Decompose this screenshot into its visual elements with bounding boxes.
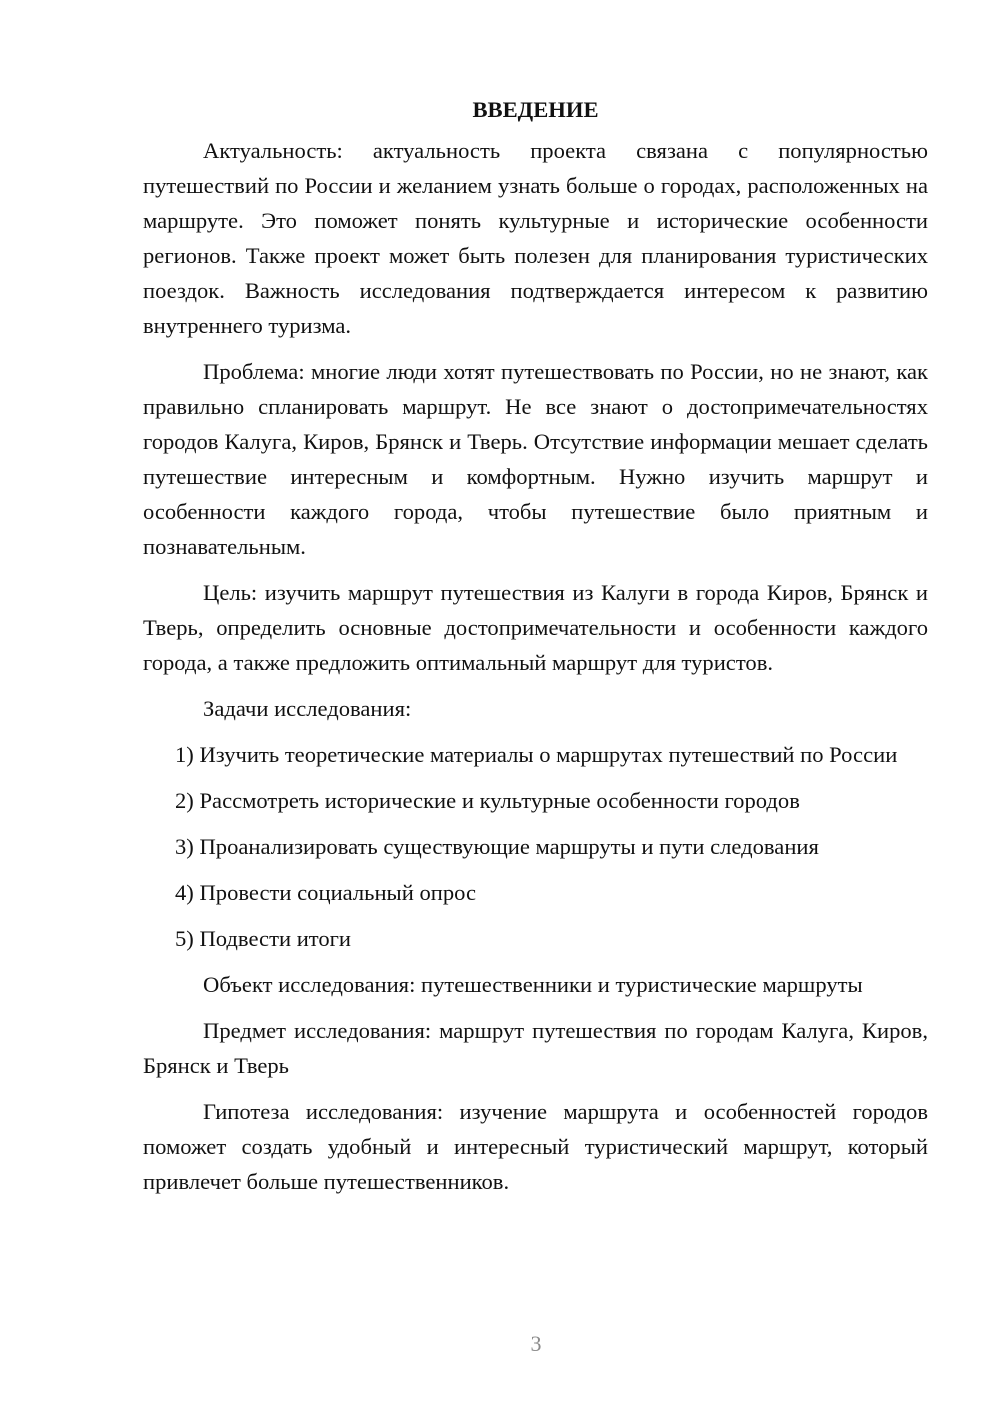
tasks-list xyxy=(143,737,928,956)
tasks-heading: Задачи исследования: xyxy=(203,696,412,721)
problem-paragraph: Проблема: многие люди хотят путешествовать по России, но не знают, как правильно спланировать маршрут. Не все знают о достопримечательностях городов Калуга, Киров, Брянск и Тверь. Отсутствие информации мешает сделать путешествие интересным и комфортным. Нужно изучить маршрут и особенности каждого города, чтобы путешествие было приятным и познавательным. xyxy=(143,359,928,559)
task-item-2: 2) Рассмотреть исторические и культурные особенности городов xyxy=(175,788,800,813)
task-item-4: 4) Провести социальный опрос xyxy=(175,880,477,905)
task-item-5: 5) Подвести итоги xyxy=(175,926,352,951)
document-body xyxy=(143,92,928,1210)
relevance-paragraph: Актуальность: актуальность проекта связана с популярностью путешествий по России и желанием узнать больше о городах, расположенных на маршруте. Это поможет понять культурные и исторические особенности регионов. Также проект может быть полезен для планирования туристических поездок. Важность исследования подтверждается интересом к развитию внутреннего туризма. xyxy=(143,138,928,338)
task-item-3: 3) Проанализировать существующие маршруты и пути следования xyxy=(175,834,819,859)
page-number: 3 xyxy=(530,1331,542,1356)
subject-paragraph: Предмет исследования: маршрут путешествия по городам Калуга, Киров, Брянск и Тверь xyxy=(143,1018,928,1078)
hypothesis-paragraph: Гипотеза исследования: изучение маршрута и особенностей городов поможет создать удобный и интересный туристический маршрут, который привлечет больше путешественников. xyxy=(143,1099,928,1194)
page-title: ВВЕДЕНИЕ xyxy=(472,97,599,122)
task-item-1: 1) Изучить теоретические материалы о маршрутах путешествий по России xyxy=(175,742,898,767)
goal-paragraph: Цель: изучить маршрут путешествия из Калуги в города Киров, Брянск и Тверь, определить основные достопримечательности и особенности каждого города, а также предложить оптимальный маршрут для туристов. xyxy=(143,580,928,675)
object-paragraph: Объект исследования: путешественники и туристические маршруты xyxy=(203,972,863,997)
